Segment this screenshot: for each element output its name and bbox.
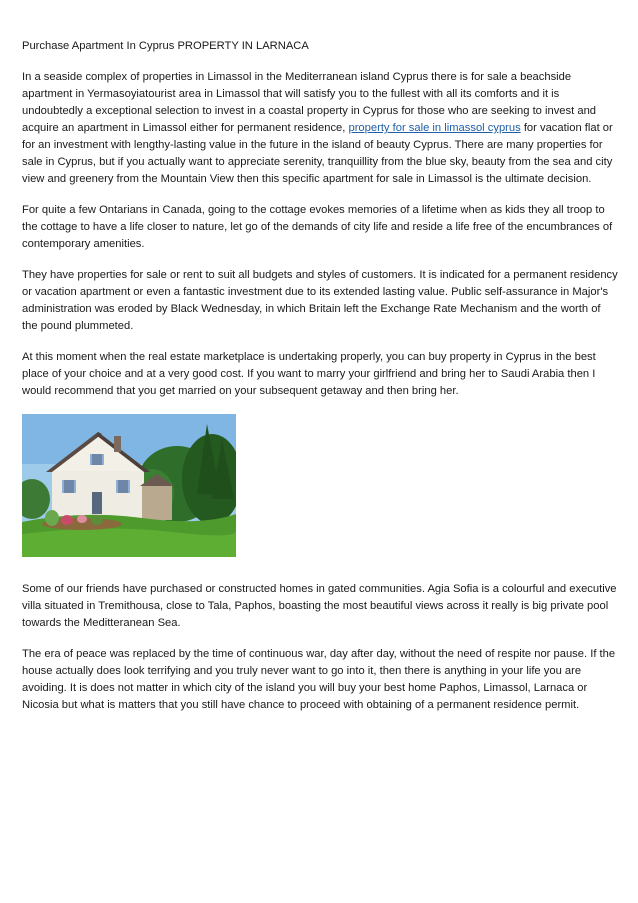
- paragraph-2: For quite a few Ontarians in Canada, going to the cottage evokes memories of a lifetime when as kids they all troop to the cottage to have a life closer to nature, let go of the demands of city life and reside a life free of the encumbrances of contemporary amenities.: [22, 204, 613, 250]
- paragraph-1: [22, 69, 618, 188]
- house-photo: [22, 414, 236, 557]
- paragraph-4: At this moment when the real estate marketplace is undertaking properly, you can buy property in Cyprus in the best place of your choice and at a very good cost. If you want to marry your girlfriend and bring her to Saudi Arabia then I would recommend that you get married on your subsequent getaway and then bring her.: [22, 351, 596, 397]
- paragraph-3: They have properties for sale or rent to suit all budgets and styles of customers. It is indicated for a permanent residency or vacation apartment or even a fantastic investment due to its extended lasting value. Public self-assurance in Major's administration was eroded by Black Wednesday, in which Britain left the Exchange Rate Mechanism and the worth of the pound plummeted.: [22, 269, 618, 332]
- paragraph-1-text-start: In a seaside complex of properties in Limassol in the Mediterranean island Cyprus there is for sale a beachside apartment in Yermasoyiatourist area in Limassol that will satisfy you to the fullest with all its comforts and it is undoubtedly a exceptional selection to invest in a coastal property in Cyprus for those who are seeking to invest and acquire an apartment in Limassol either for permanent residence,: [22, 71, 597, 134]
- paragraph-6: The era of peace was replaced by the time of continuous war, day after day, without the need of respite nor pause. If the house actually does look terrifying and you truly never want to go into it, then there is anything in your life you are avoiding. It is does not matter in which city of the island you will buy your best home Paphos, Limassol, Larnaca or Nicosia but what is matters that you still have chance to proceed with obtaining of a permanent residence permit.: [22, 648, 616, 711]
- paragraph-1-text-end: for vacation flat or for an investment with lengthy-lasting value in the future in the island of beauty Cyprus. There are many properties for sale in Cyprus, but if you actually want to appreciate serenity, tranquillity from the blue sky, beauty from the sea and city view and greenery from the Mountain View then this specific apartment for sale in Limassol is the ultimate decision.: [22, 122, 613, 185]
- property-link[interactable]: property for sale in limassol cyprus: [348, 122, 521, 134]
- paragraph-5: Some of our friends have purchased or constructed homes in gated communities. Agia Sofia is a colourful and executive villa situated in Tremithousa, close to Tala, Paphos, boasting the most beautiful views across it really is big private pool towards the Meditteranean Sea.: [22, 583, 617, 629]
- document-page: [22, 38, 618, 728]
- document-title: Purchase Apartment In Cyprus PROPERTY IN LARNACA: [22, 40, 309, 52]
